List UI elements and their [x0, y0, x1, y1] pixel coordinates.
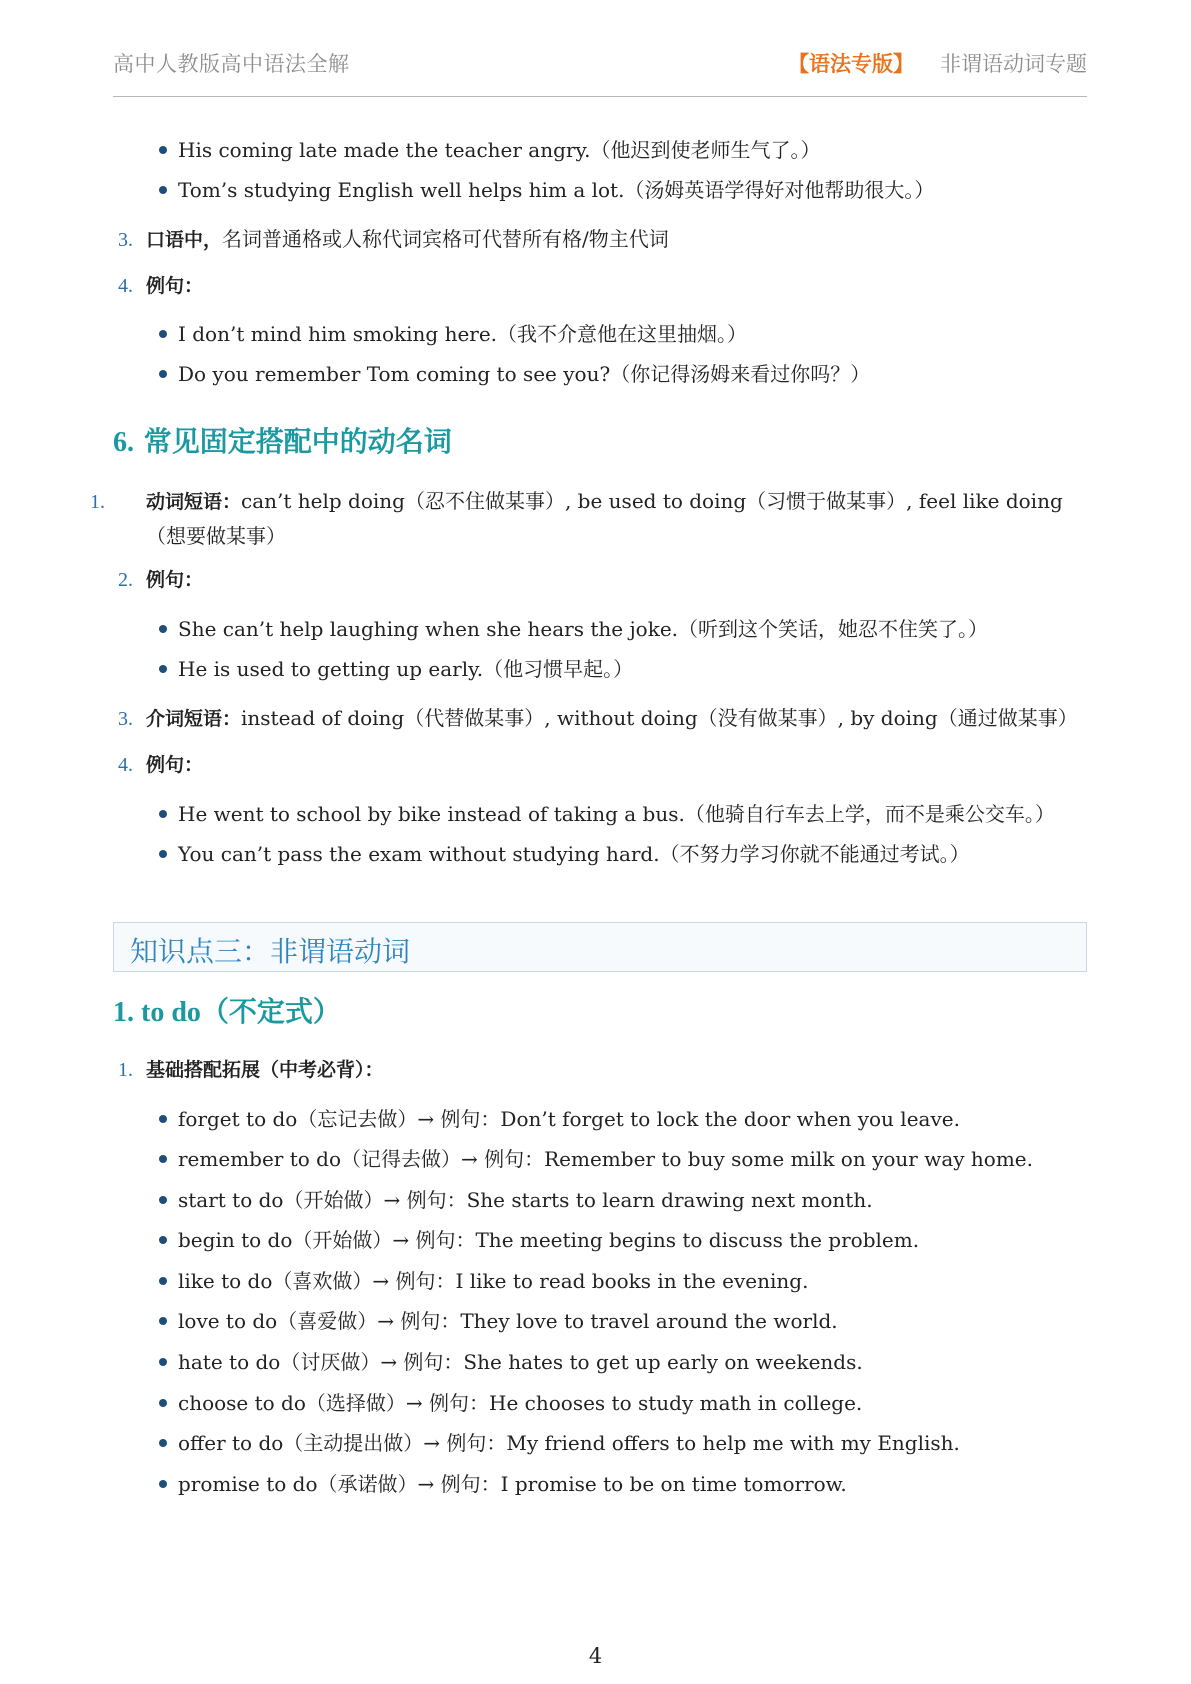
bullet-icon [159, 1277, 167, 1285]
bullet-icon [159, 1480, 167, 1488]
list-item: hate to do（讨厌做）→ 例句：She hates to get up early on weekends. [159, 1349, 863, 1375]
section-heading: 6. 常见固定搭配中的动名词 [113, 425, 452, 458]
list-item: begin to do（开始做）→ 例句：The meeting begins to discuss the problem. [159, 1227, 919, 1253]
header-topic: 非谓语动词专题 [940, 52, 1087, 76]
list-item: She can’t help laughing when she hears the joke.（听到这个笑话，她忍不住笑了。） [159, 616, 988, 642]
list-item: His coming late made the teacher angry.（他迟到使老师生气了。） [159, 137, 820, 163]
list-item: I don’t mind him smoking here.（我不介意他在这里抽烟。） [159, 321, 747, 347]
bullet-icon [159, 810, 167, 818]
bullet-icon [159, 665, 167, 673]
numbered-item: 3. 口语中，名词普通格或人称代词宾格可代替所有格/物主代词 [118, 227, 669, 251]
knowledge-point-title: 知识点三：非谓语动词 [130, 935, 411, 968]
list-item: You can’t pass the exam without studying hard.（不努力学习你就不能通过考试。） [159, 841, 970, 867]
list-item: choose to do（选择做）→ 例句：He chooses to study math in college. [159, 1390, 862, 1416]
bullet-icon [159, 850, 167, 858]
bullet-icon [159, 186, 167, 194]
bullet-icon [159, 1236, 167, 1244]
bullet-icon [159, 1155, 167, 1163]
list-item: Do you remember Tom coming to see you?（你记得汤姆来看过你吗？） [159, 361, 870, 387]
bullet-icon [159, 1358, 167, 1366]
list-item: start to do（开始做）→ 例句：She starts to learn drawing next month. [159, 1187, 873, 1213]
bullet-icon [159, 1196, 167, 1204]
list-item: He is used to getting up early.（他习惯早起。） [159, 656, 633, 682]
numbered-item: 4. 例句： [118, 754, 204, 776]
knowledge-point-banner [113, 922, 1087, 972]
list-item: like to do（喜欢做）→ 例句：I like to read books in the evening. [159, 1268, 808, 1294]
header-right [788, 48, 1087, 78]
numbered-item: 4. 例句： [118, 275, 204, 297]
list-item: promise to do（承诺做）→ 例句：I promise to be on time tomorrow. [159, 1471, 847, 1497]
bullet-icon [159, 146, 167, 154]
numbered-item: 1. 动词短语：can’t help doing（忍不住做某事）, be used to doing（习惯于做某事）, feel like doing（想要做某事） [90, 489, 1063, 548]
bullet-icon [159, 1399, 167, 1407]
section-heading: 1. to do（不定式） [113, 995, 341, 1028]
list-item: offer to do（主动提出做）→ 例句：My friend offers to help me with my English. [159, 1430, 960, 1456]
numbered-item: 2. 例句： [118, 569, 204, 591]
header-book-title: 高中人教版高中语法全解 [113, 52, 350, 76]
list-item: forget to do（忘记去做）→ 例句：Don’t forget to lock the door when you leave. [159, 1106, 960, 1132]
bullet-icon [159, 370, 167, 378]
page-header [113, 46, 1087, 97]
list-item: remember to do（记得去做）→ 例句：Remember to buy some milk on your way home. [159, 1146, 1033, 1172]
bullet-icon [159, 330, 167, 338]
list-item: He went to school by bike instead of taking a bus.（他骑自行车去上学，而不是乘公交车。） [159, 801, 1055, 827]
header-tag: 【语法专版】 [788, 51, 914, 76]
bullet-icon [159, 1439, 167, 1447]
numbered-item: 3. 介词短语：instead of doing（代替做某事）, without doing（没有做某事）, by doing（通过做某事） [118, 706, 1078, 730]
page-number: 4 [588, 1644, 603, 1668]
bullet-icon [159, 1115, 167, 1123]
numbered-item: 1. 基础搭配拓展（中考必背）： [118, 1059, 384, 1081]
list-item: Tom’s studying English well helps him a lot.（汤姆英语学得好对他帮助很大。） [159, 177, 934, 203]
bullet-icon [159, 625, 167, 633]
bullet-icon [159, 1317, 167, 1325]
list-item: love to do（喜爱做）→ 例句：They love to travel around the world. [159, 1308, 838, 1334]
